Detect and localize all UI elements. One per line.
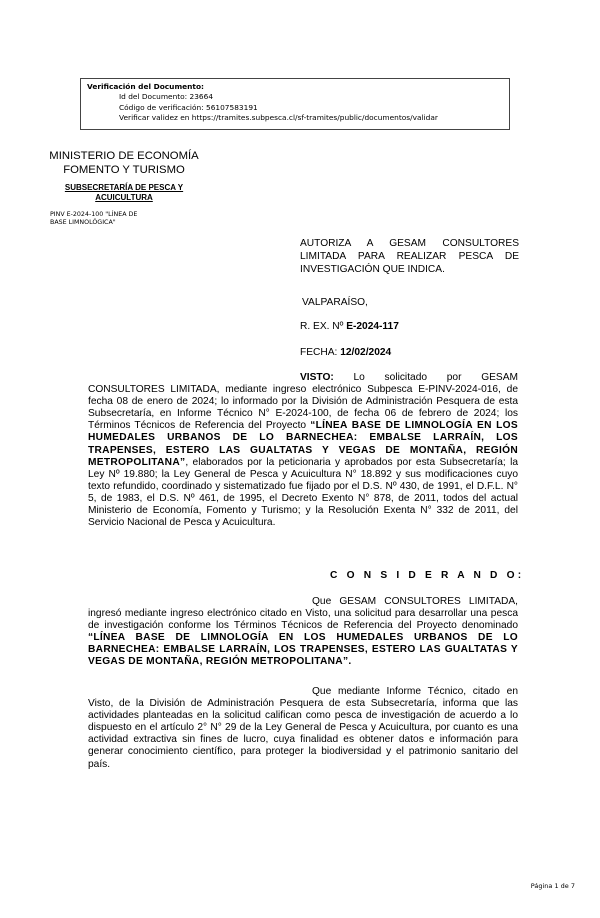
verification-item-id: • Id del Documento: 23664 [119,92,503,103]
resolution-number [300,321,399,332]
visto-paragraph [88,372,518,529]
visto-text-b: , elaborados por la peticionaria y aprobados por esta Subsecretaría; la Ley Nº 19.880; la Ley General de Pesca y Acuicultura N° 18.892 y sus modificaciones cuyo texto refundido, coordinado y sistematizado fue fijado por el D.S. Nº 430, de 1991, el D.F.L. N° 5, de 1983, el D.S. Nº 461, de 1995, el Decreto Exento N° 878, de 2011, todos del actual Ministerio de Economía, Fomento y Turismo; y la Resolución Exenta N° 332 de 2011, del Servicio Nacional de Pesca y Acuicultura. [88,456,518,529]
pinv-reference: PINV E-2024-100 "LÍNEA DE BASE LIMNOLÓGICA" [50,211,138,226]
verification-item-url[interactable]: • Verificar validez en https://tramites.subpesca.cl/sf-tramites/public/documentos/validar [119,113,503,124]
date-label: FECHA: [300,347,341,358]
visto-project-name: “LÍNEA BASE DE LIMNOLOGÍA EN LOS HUMEDALES URBANOS DE LO BARNECHEA: EMBALSE LARRAÍN, LOS TRAPENSES, ESTERO LAS GUALTATAS Y VEGAS DE MONTAÑA, REGIÓN METROPOLITANA” [88,420,518,468]
considerando-p1-text: Que GESAM CONSULTORES LIMITADA, ingresó mediante ingreso electrónico citado en Visto, una solicitud para desarrollar una pesca de investigación conforme los Términos Técnicos de Referencia del Proyecto denominado [88,596,518,632]
city-line: VALPARAÍSO, [302,297,368,308]
verification-box [80,78,510,130]
verification-list [87,92,503,124]
visto-label: VISTO: [300,372,334,383]
page-number: Página 1 de 7 [530,882,575,890]
considerando-paragraph-2 [88,686,518,771]
subsecretaria-name: SUBSECRETARÍA DE PESCA Y ACUICULTURA [64,183,184,202]
considerando-p1-project: “LÍNEA BASE DE LIMNOLOGÍA EN LOS HUMEDALES URBANOS DE LO BARNECHEA: EMBALSE LARRAÍN, LOS TRAPENSES, ESTERO LAS GUALTATAS Y VEGAS DE MONTAÑA, REGIÓN METROPOLITANA”. [88,632,518,668]
resolution-date [300,347,391,358]
considerando-paragraph-1 [88,596,518,669]
verification-item-code: • Código de verificación: 56107583191 [119,103,503,114]
verification-title: Verificación del Documento: [87,82,204,91]
rex-label: R. EX. Nº [300,321,347,332]
visto-text-a: Lo solicitado por GESAM CONSULTORES LIMITADA, mediante ingreso electrónico Subpesca E-PINV-2024-016, de fecha 08 de enero de 2024; lo informado por la División de Administración Pesquera de esta Subsecretaría, en Informe Técnico N° E-2024-100, de fecha 06 de febrero de 2024; los Términos Técnicos de Referencia del Proyecto [88,372,518,432]
date-value: 12/02/2024 [340,347,392,358]
ministry-line2: FOMENTO Y TURISMO [63,164,185,176]
resolution-subject: AUTORIZA A GESAM CONSULTORES LIMITADA PARA REALIZAR PESCA DE INVESTIGACIÓN QUE INDICA. [300,238,519,275]
ministry-line1: MINISTERIO DE ECONOMÍA [49,150,199,162]
ministry-name [40,149,208,177]
considerando-p2-text: Que mediante Informe Técnico, citado en Visto, de la División de Administración Pesquera de esta Subsecretaría, informa que las actividades planteadas en la solicitud califican como pesca de investigación de acuerdo a lo dispuesto en el artículo 2° N° 29 de la Ley General de Pesca y Acuicultura, por cuanto es una actividad extractiva sin fines de lucro, cuya finalidad es obtener datos e información para generar conocimiento científico, para proteger la biodiversidad y el patrimonio sanitario del país. [88,686,518,770]
considerando-heading: C O N S I D E R A N D O: [330,570,525,581]
rex-number: E-2024-117 [346,321,399,332]
